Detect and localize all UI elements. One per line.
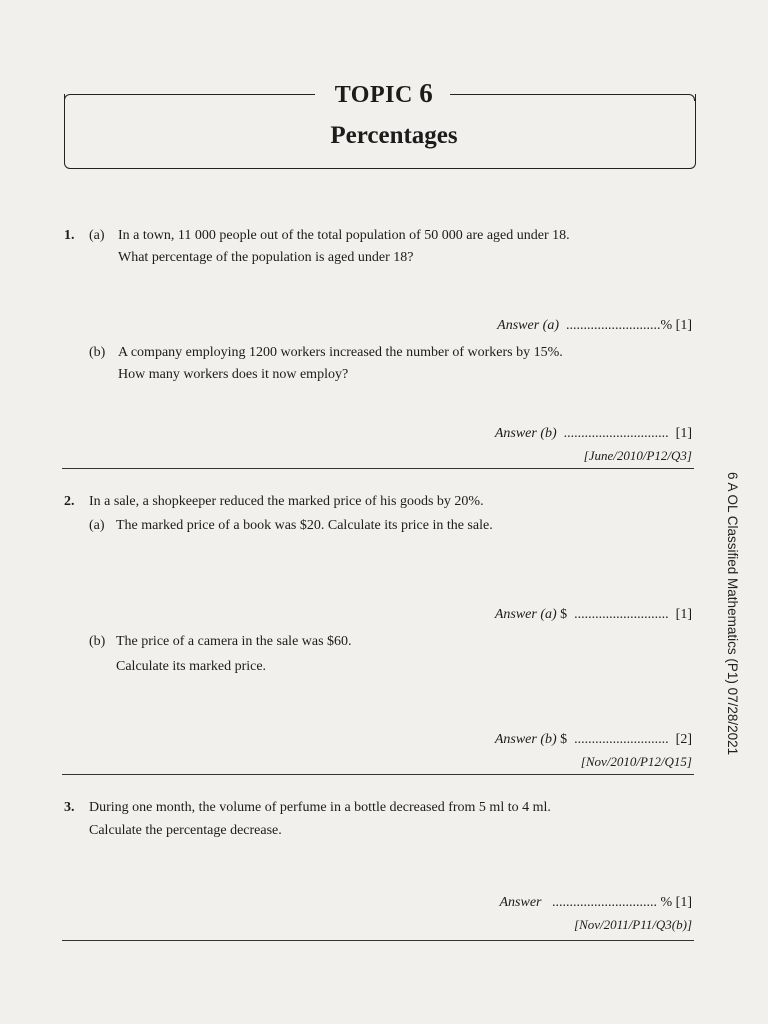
section-divider: [62, 468, 694, 469]
marks: [1]: [675, 895, 692, 910]
question-2b-text-line-2: Calculate its marked price.: [116, 659, 267, 674]
page-title: Percentages: [330, 122, 458, 149]
answer-unit: %: [660, 895, 673, 910]
answer-line-1a: [497, 318, 692, 334]
question-3-reference: [Nov/2011/P11/Q3(b)]: [574, 917, 692, 932]
answer-label: Answer: [497, 318, 540, 333]
answer-line-2a: [495, 607, 692, 623]
answer-part: (a): [540, 607, 557, 622]
answer-blank-3[interactable]: ..............................: [552, 895, 657, 910]
question-1a-label: (a): [89, 228, 105, 243]
answer-blank-2a[interactable]: ...........................: [574, 607, 669, 622]
topic-heading: [0, 78, 768, 109]
question-1a-text-line-1: In a town, 11 000 people out of the total population of 50 000 are aged under 18.: [118, 228, 570, 243]
answer-blank-1a[interactable]: ...........................: [566, 318, 661, 333]
section-divider: [62, 774, 694, 775]
question-2a-label: (a): [89, 518, 105, 533]
answer-line-1b: [495, 426, 692, 442]
answer-part: (b): [540, 732, 557, 747]
section-divider: [62, 940, 694, 941]
answer-line-3: [500, 895, 693, 911]
question-2-reference: [Nov/2010/P12/Q15]: [580, 754, 692, 769]
question-2-number: 2.: [64, 494, 75, 509]
answer-currency: $: [560, 607, 568, 622]
topic-label: TOPIC: [334, 82, 413, 108]
marks: [1]: [675, 426, 692, 441]
question-2-intro: In a sale, a shopkeeper reduced the marked price of his goods by 20%.: [89, 494, 484, 509]
question-1-reference: [June/2010/P12/Q3]: [583, 448, 692, 463]
marks: [2]: [675, 732, 692, 747]
topic-number: 6: [419, 78, 434, 108]
question-3-number: 3.: [64, 800, 75, 815]
answer-unit: %: [660, 318, 673, 333]
question-1b-label: (b): [89, 345, 106, 360]
question-3-text-line-1: During one month, the volume of perfume in a bottle decreased from 5 ml to 4 ml.: [89, 800, 551, 815]
question-2a-text-line-1: The marked price of a book was $20. Calculate its price in the sale.: [116, 518, 493, 533]
question-2b-text-line-1: The price of a camera in the sale was $60.: [116, 634, 352, 649]
side-margin-note: 6 A OL Classified Mathematics (P1) 07/28/2021: [725, 472, 740, 756]
question-2b-label: (b): [89, 634, 106, 649]
answer-part: (b): [540, 426, 557, 441]
answer-line-2b: [495, 732, 692, 748]
answer-blank-1b[interactable]: ..............................: [563, 426, 669, 441]
question-1a-text-line-2: What percentage of the population is aged under 18?: [118, 250, 414, 265]
question-1b-text-line-2: How many workers does it now employ?: [118, 367, 349, 382]
question-3-text-line-2: Calculate the percentage decrease.: [89, 823, 282, 838]
answer-currency: $: [560, 732, 568, 747]
marks: [1]: [675, 318, 692, 333]
answer-label: Answer: [494, 607, 537, 622]
marks: [1]: [675, 607, 692, 622]
answer-label: Answer: [499, 895, 542, 910]
answer-part: (a): [542, 318, 559, 333]
answer-label: Answer: [494, 426, 537, 441]
answer-blank-2b[interactable]: ...........................: [574, 732, 669, 747]
question-1b-text-line-1: A company employing 1200 workers increased the number of workers by 15%.: [118, 345, 563, 360]
question-1-number: 1.: [64, 228, 75, 243]
answer-label: Answer: [494, 732, 537, 747]
